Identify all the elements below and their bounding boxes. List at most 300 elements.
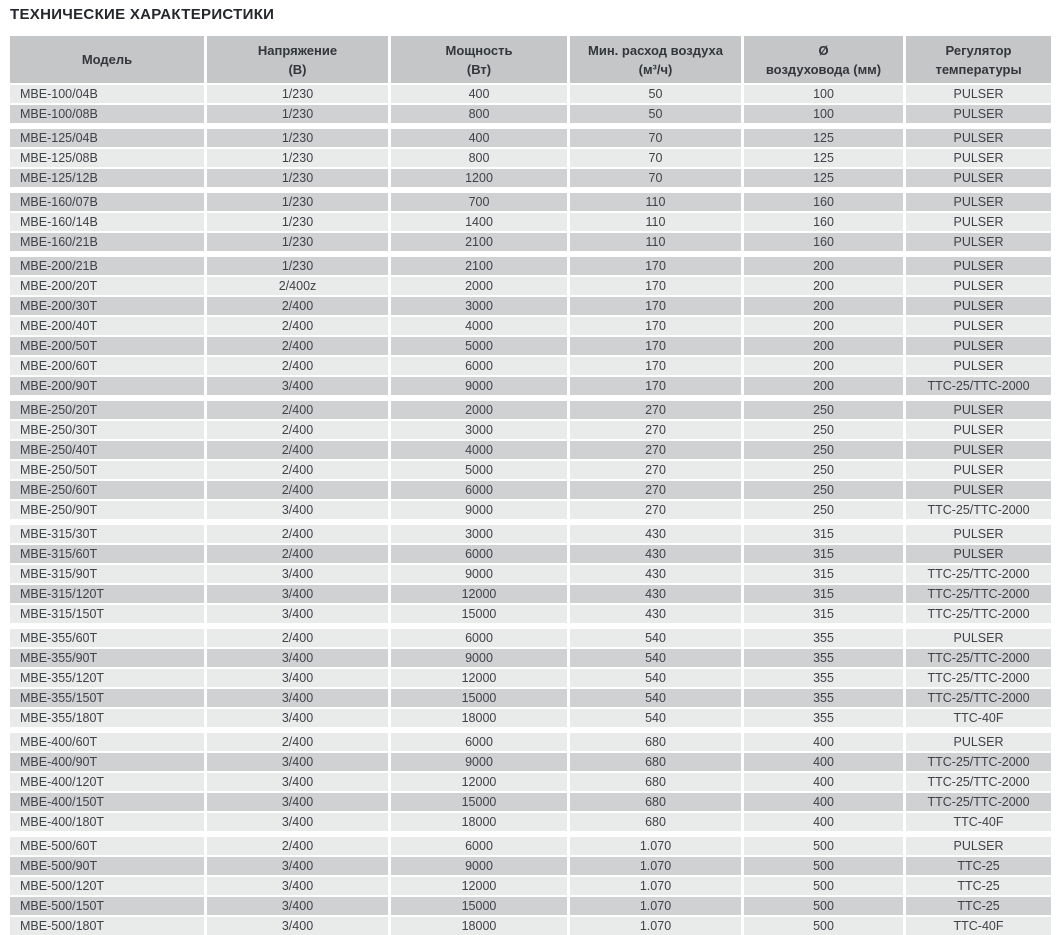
cell-power: 9000 — [391, 857, 567, 875]
cell-voltage: 1/230 — [207, 193, 388, 211]
cell-model: MBE-315/30T — [10, 525, 204, 543]
table-row — [10, 773, 1051, 791]
cell-duct: 250 — [744, 501, 903, 519]
cell-airflow: 1.070 — [570, 897, 741, 915]
cell-airflow: 680 — [570, 793, 741, 811]
cell-model: MBE-355/150T — [10, 689, 204, 707]
table-row — [10, 629, 1051, 647]
cell-power: 12000 — [391, 877, 567, 895]
table-row — [10, 85, 1051, 103]
header-cell-airflow: Мин. расход воздуха (м³/ч) — [570, 36, 741, 83]
cell-power: 3000 — [391, 525, 567, 543]
cell-power: 9000 — [391, 649, 567, 667]
cell-airflow: 270 — [570, 441, 741, 459]
cell-duct: 315 — [744, 525, 903, 543]
cell-airflow: 170 — [570, 297, 741, 315]
cell-power: 18000 — [391, 917, 567, 935]
cell-duct: 200 — [744, 257, 903, 275]
cell-duct: 160 — [744, 233, 903, 251]
cell-voltage: 2/400 — [207, 481, 388, 499]
row-group — [10, 629, 1051, 727]
cell-regulator: PULSER — [906, 481, 1051, 499]
cell-regulator: TTC-25/TTC-2000 — [906, 669, 1051, 687]
cell-duct: 200 — [744, 357, 903, 375]
cell-regulator: TTC-25/TTC-2000 — [906, 501, 1051, 519]
cell-model: MBE-315/60T — [10, 545, 204, 563]
cell-power: 700 — [391, 193, 567, 211]
table-row — [10, 377, 1051, 395]
cell-model: MBE-250/50T — [10, 461, 204, 479]
cell-regulator: PULSER — [906, 193, 1051, 211]
cell-power: 6000 — [391, 837, 567, 855]
cell-airflow: 540 — [570, 649, 741, 667]
cell-duct: 500 — [744, 897, 903, 915]
cell-model: MBE-500/120T — [10, 877, 204, 895]
table-row — [10, 525, 1051, 543]
cell-duct: 200 — [744, 277, 903, 295]
cell-airflow: 540 — [570, 629, 741, 647]
cell-regulator: PULSER — [906, 837, 1051, 855]
cell-model: MBE-250/90T — [10, 501, 204, 519]
cell-model: MBE-500/180T — [10, 917, 204, 935]
cell-airflow: 170 — [570, 357, 741, 375]
cell-voltage: 2/400 — [207, 733, 388, 751]
cell-regulator: PULSER — [906, 629, 1051, 647]
table-row — [10, 357, 1051, 375]
cell-voltage: 2/400 — [207, 441, 388, 459]
cell-voltage: 1/230 — [207, 257, 388, 275]
cell-power: 9000 — [391, 753, 567, 771]
cell-duct: 400 — [744, 793, 903, 811]
cell-voltage: 3/400 — [207, 649, 388, 667]
cell-model: MBE-125/08B — [10, 149, 204, 167]
table-row — [10, 605, 1051, 623]
table-row — [10, 857, 1051, 875]
cell-power: 12000 — [391, 669, 567, 687]
cell-voltage: 1/230 — [207, 129, 388, 147]
cell-duct: 355 — [744, 689, 903, 707]
cell-airflow: 270 — [570, 501, 741, 519]
cell-model: MBE-500/90T — [10, 857, 204, 875]
cell-voltage: 2/400 — [207, 297, 388, 315]
cell-power: 2000 — [391, 401, 567, 419]
cell-power: 9000 — [391, 377, 567, 395]
table-row — [10, 297, 1051, 315]
cell-airflow: 680 — [570, 773, 741, 791]
cell-model: MBE-200/20T — [10, 277, 204, 295]
cell-voltage: 3/400 — [207, 709, 388, 727]
cell-model: MBE-500/150T — [10, 897, 204, 915]
cell-duct: 125 — [744, 169, 903, 187]
cell-airflow: 680 — [570, 813, 741, 831]
cell-airflow: 70 — [570, 169, 741, 187]
cell-model: MBE-200/90T — [10, 377, 204, 395]
cell-regulator: TTC-25/TTC-2000 — [906, 565, 1051, 583]
cell-duct: 250 — [744, 441, 903, 459]
cell-power: 400 — [391, 85, 567, 103]
cell-regulator: TTC-25 — [906, 857, 1051, 875]
cell-regulator: TTC-25/TTC-2000 — [906, 585, 1051, 603]
row-group — [10, 733, 1051, 831]
cell-airflow: 1.070 — [570, 857, 741, 875]
cell-duct: 125 — [744, 149, 903, 167]
row-group — [10, 193, 1051, 251]
cell-power: 15000 — [391, 689, 567, 707]
cell-regulator: TTC-25/TTC-2000 — [906, 605, 1051, 623]
cell-regulator: TTC-25/TTC-2000 — [906, 773, 1051, 791]
table-row — [10, 401, 1051, 419]
cell-duct: 500 — [744, 837, 903, 855]
cell-power: 15000 — [391, 605, 567, 623]
cell-regulator: PULSER — [906, 401, 1051, 419]
cell-voltage: 2/400 — [207, 525, 388, 543]
cell-power: 6000 — [391, 629, 567, 647]
table-row — [10, 649, 1051, 667]
cell-airflow: 50 — [570, 105, 741, 123]
cell-airflow: 680 — [570, 733, 741, 751]
cell-duct: 500 — [744, 917, 903, 935]
cell-airflow: 430 — [570, 545, 741, 563]
cell-model: MBE-315/120T — [10, 585, 204, 603]
row-group — [10, 129, 1051, 187]
cell-regulator: PULSER — [906, 149, 1051, 167]
cell-voltage: 2/400 — [207, 357, 388, 375]
table-row — [10, 169, 1051, 187]
cell-regulator: TTC-25/TTC-2000 — [906, 689, 1051, 707]
table-row — [10, 317, 1051, 335]
cell-model: MBE-400/180T — [10, 813, 204, 831]
cell-voltage: 1/230 — [207, 149, 388, 167]
cell-power: 800 — [391, 149, 567, 167]
table-row — [10, 709, 1051, 727]
table-header — [10, 36, 1051, 83]
table-row — [10, 793, 1051, 811]
cell-voltage: 3/400 — [207, 605, 388, 623]
cell-power: 6000 — [391, 733, 567, 751]
cell-voltage: 2/400 — [207, 545, 388, 563]
cell-model: MBE-160/21B — [10, 233, 204, 251]
table-row — [10, 233, 1051, 251]
cell-voltage: 2/400 — [207, 421, 388, 439]
cell-model: MBE-355/120T — [10, 669, 204, 687]
cell-regulator: TTC-25 — [906, 897, 1051, 915]
table-row — [10, 149, 1051, 167]
cell-power: 400 — [391, 129, 567, 147]
cell-model: MBE-250/20T — [10, 401, 204, 419]
cell-regulator: PULSER — [906, 105, 1051, 123]
table-row — [10, 501, 1051, 519]
cell-power: 15000 — [391, 897, 567, 915]
cell-voltage: 3/400 — [207, 377, 388, 395]
header-cell-duct: Ø воздуховода (мм) — [744, 36, 903, 83]
cell-model: MBE-250/30T — [10, 421, 204, 439]
cell-airflow: 1.070 — [570, 877, 741, 895]
cell-regulator: PULSER — [906, 733, 1051, 751]
cell-duct: 200 — [744, 337, 903, 355]
cell-duct: 400 — [744, 813, 903, 831]
cell-airflow: 430 — [570, 525, 741, 543]
table-row — [10, 277, 1051, 295]
cell-airflow: 70 — [570, 149, 741, 167]
table-row — [10, 565, 1051, 583]
table-row — [10, 421, 1051, 439]
cell-model: MBE-200/60T — [10, 357, 204, 375]
table-row — [10, 813, 1051, 831]
cell-airflow: 540 — [570, 669, 741, 687]
cell-regulator: PULSER — [906, 129, 1051, 147]
cell-voltage: 2/400 — [207, 461, 388, 479]
cell-voltage: 3/400 — [207, 501, 388, 519]
cell-power: 3000 — [391, 421, 567, 439]
table-row — [10, 129, 1051, 147]
cell-voltage: 3/400 — [207, 565, 388, 583]
table-row — [10, 837, 1051, 855]
cell-voltage: 3/400 — [207, 669, 388, 687]
cell-regulator: PULSER — [906, 169, 1051, 187]
cell-model: MBE-125/04B — [10, 129, 204, 147]
header-cell-regulator: Регулятор температуры — [906, 36, 1051, 83]
cell-regulator: TTC-40F — [906, 813, 1051, 831]
cell-model: MBE-200/50T — [10, 337, 204, 355]
cell-model: MBE-160/14B — [10, 213, 204, 231]
cell-regulator: PULSER — [906, 357, 1051, 375]
cell-duct: 160 — [744, 193, 903, 211]
cell-voltage: 1/230 — [207, 85, 388, 103]
cell-voltage: 2/400z — [207, 277, 388, 295]
table-row — [10, 481, 1051, 499]
cell-regulator: PULSER — [906, 257, 1051, 275]
cell-regulator: PULSER — [906, 277, 1051, 295]
cell-airflow: 540 — [570, 709, 741, 727]
header-cell-voltage: Напряжение (В) — [207, 36, 388, 83]
cell-regulator: PULSER — [906, 337, 1051, 355]
specs-table — [10, 36, 1051, 935]
cell-airflow: 430 — [570, 565, 741, 583]
cell-duct: 355 — [744, 669, 903, 687]
cell-model: MBE-200/40T — [10, 317, 204, 335]
cell-voltage: 2/400 — [207, 629, 388, 647]
cell-regulator: TTC-25/TTC-2000 — [906, 753, 1051, 771]
cell-model: MBE-100/08B — [10, 105, 204, 123]
cell-airflow: 170 — [570, 257, 741, 275]
cell-regulator: TTC-25 — [906, 877, 1051, 895]
table-row — [10, 689, 1051, 707]
cell-model: MBE-200/21B — [10, 257, 204, 275]
cell-airflow: 110 — [570, 213, 741, 231]
table-row — [10, 105, 1051, 123]
cell-duct: 100 — [744, 105, 903, 123]
cell-duct: 400 — [744, 753, 903, 771]
cell-power: 5000 — [391, 337, 567, 355]
cell-voltage: 3/400 — [207, 793, 388, 811]
header-cell-power: Мощность (Вт) — [391, 36, 567, 83]
cell-power: 2100 — [391, 257, 567, 275]
table-row — [10, 193, 1051, 211]
cell-duct: 100 — [744, 85, 903, 103]
row-group — [10, 837, 1051, 935]
cell-regulator: PULSER — [906, 421, 1051, 439]
cell-duct: 355 — [744, 629, 903, 647]
cell-voltage: 3/400 — [207, 813, 388, 831]
cell-regulator: PULSER — [906, 525, 1051, 543]
cell-voltage: 2/400 — [207, 837, 388, 855]
cell-model: MBE-100/04B — [10, 85, 204, 103]
cell-regulator: PULSER — [906, 317, 1051, 335]
cell-voltage: 2/400 — [207, 337, 388, 355]
cell-airflow: 270 — [570, 421, 741, 439]
cell-airflow: 680 — [570, 753, 741, 771]
cell-voltage: 3/400 — [207, 857, 388, 875]
cell-duct: 250 — [744, 421, 903, 439]
cell-model: MBE-355/90T — [10, 649, 204, 667]
cell-regulator: PULSER — [906, 85, 1051, 103]
cell-voltage: 3/400 — [207, 877, 388, 895]
cell-duct: 400 — [744, 773, 903, 791]
table-row — [10, 257, 1051, 275]
cell-voltage: 3/400 — [207, 585, 388, 603]
cell-voltage: 3/400 — [207, 897, 388, 915]
cell-model: MBE-400/90T — [10, 753, 204, 771]
table-row — [10, 917, 1051, 935]
cell-voltage: 1/230 — [207, 213, 388, 231]
cell-power: 12000 — [391, 585, 567, 603]
row-group — [10, 257, 1051, 395]
table-row — [10, 877, 1051, 895]
cell-power: 1400 — [391, 213, 567, 231]
cell-regulator: PULSER — [906, 233, 1051, 251]
cell-airflow: 270 — [570, 401, 741, 419]
cell-voltage: 1/230 — [207, 105, 388, 123]
cell-voltage: 2/400 — [207, 317, 388, 335]
cell-regulator: TTC-25/TTC-2000 — [906, 793, 1051, 811]
cell-model: MBE-200/30T — [10, 297, 204, 315]
cell-regulator: PULSER — [906, 441, 1051, 459]
cell-duct: 160 — [744, 213, 903, 231]
cell-airflow: 170 — [570, 337, 741, 355]
table-row — [10, 897, 1051, 915]
cell-duct: 315 — [744, 605, 903, 623]
cell-airflow: 540 — [570, 689, 741, 707]
cell-airflow: 430 — [570, 585, 741, 603]
cell-power: 4000 — [391, 441, 567, 459]
cell-model: MBE-400/120T — [10, 773, 204, 791]
table-row — [10, 733, 1051, 751]
cell-power: 1200 — [391, 169, 567, 187]
cell-voltage: 3/400 — [207, 773, 388, 791]
cell-power: 9000 — [391, 501, 567, 519]
cell-power: 6000 — [391, 481, 567, 499]
cell-model: MBE-250/40T — [10, 441, 204, 459]
cell-duct: 200 — [744, 297, 903, 315]
cell-airflow: 170 — [570, 317, 741, 335]
cell-power: 3000 — [391, 297, 567, 315]
table-row — [10, 461, 1051, 479]
cell-duct: 250 — [744, 401, 903, 419]
cell-regulator: PULSER — [906, 213, 1051, 231]
cell-airflow: 1.070 — [570, 837, 741, 855]
cell-model: MBE-250/60T — [10, 481, 204, 499]
cell-airflow: 50 — [570, 85, 741, 103]
cell-power: 18000 — [391, 813, 567, 831]
cell-duct: 315 — [744, 585, 903, 603]
cell-duct: 200 — [744, 317, 903, 335]
cell-duct: 355 — [744, 709, 903, 727]
cell-model: MBE-160/07B — [10, 193, 204, 211]
row-group — [10, 525, 1051, 623]
row-group — [10, 85, 1051, 123]
cell-duct: 250 — [744, 481, 903, 499]
cell-power: 6000 — [391, 545, 567, 563]
cell-airflow: 430 — [570, 605, 741, 623]
cell-power: 4000 — [391, 317, 567, 335]
cell-duct: 315 — [744, 545, 903, 563]
cell-power: 5000 — [391, 461, 567, 479]
cell-model: MBE-355/180T — [10, 709, 204, 727]
cell-power: 2000 — [391, 277, 567, 295]
cell-airflow: 270 — [570, 481, 741, 499]
cell-model: MBE-400/60T — [10, 733, 204, 751]
page-title: ТЕХНИЧЕСКИЕ ХАРАКТЕРИСТИКИ — [10, 6, 275, 23]
cell-voltage: 2/400 — [207, 401, 388, 419]
cell-regulator: TTC-40F — [906, 709, 1051, 727]
table-row — [10, 753, 1051, 771]
cell-voltage: 1/230 — [207, 169, 388, 187]
cell-power: 12000 — [391, 773, 567, 791]
cell-voltage: 3/400 — [207, 917, 388, 935]
cell-regulator: PULSER — [906, 461, 1051, 479]
row-group — [10, 401, 1051, 519]
table-body — [10, 85, 1051, 935]
cell-regulator: TTC-25/TTC-2000 — [906, 377, 1051, 395]
cell-duct: 315 — [744, 565, 903, 583]
cell-duct: 250 — [744, 461, 903, 479]
cell-regulator: TTC-40F — [906, 917, 1051, 935]
cell-power: 2100 — [391, 233, 567, 251]
cell-airflow: 270 — [570, 461, 741, 479]
cell-airflow: 110 — [570, 233, 741, 251]
cell-power: 9000 — [391, 565, 567, 583]
cell-model: MBE-500/60T — [10, 837, 204, 855]
cell-power: 18000 — [391, 709, 567, 727]
cell-model: MBE-125/12B — [10, 169, 204, 187]
cell-airflow: 1.070 — [570, 917, 741, 935]
table-row — [10, 337, 1051, 355]
cell-duct: 125 — [744, 129, 903, 147]
cell-voltage: 1/230 — [207, 233, 388, 251]
cell-duct: 400 — [744, 733, 903, 751]
cell-model: MBE-315/150T — [10, 605, 204, 623]
cell-duct: 500 — [744, 877, 903, 895]
cell-duct: 500 — [744, 857, 903, 875]
header-cell-model: Модель — [10, 36, 204, 83]
table-row — [10, 585, 1051, 603]
cell-airflow: 110 — [570, 193, 741, 211]
table-row — [10, 669, 1051, 687]
cell-power: 800 — [391, 105, 567, 123]
cell-power: 6000 — [391, 357, 567, 375]
cell-model: MBE-400/150T — [10, 793, 204, 811]
cell-duct: 355 — [744, 649, 903, 667]
cell-airflow: 70 — [570, 129, 741, 147]
cell-regulator: TTC-25/TTC-2000 — [906, 649, 1051, 667]
cell-airflow: 170 — [570, 377, 741, 395]
table-row — [10, 441, 1051, 459]
cell-duct: 200 — [744, 377, 903, 395]
cell-model: MBE-355/60T — [10, 629, 204, 647]
cell-airflow: 170 — [570, 277, 741, 295]
cell-voltage: 3/400 — [207, 753, 388, 771]
cell-model: MBE-315/90T — [10, 565, 204, 583]
